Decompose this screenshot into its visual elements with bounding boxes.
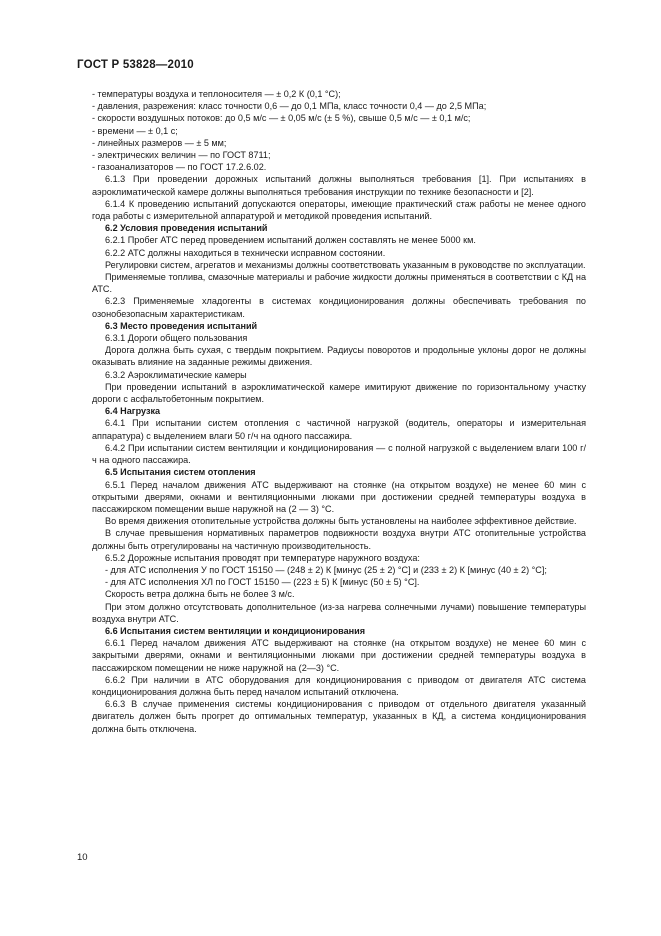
paragraph-6-5-2: 6.5.2 Дорожные испытания проводят при температуре наружного воздуха:	[105, 552, 420, 563]
paragraph-6-6-1: 6.6.1 Перед началом движения АТС выдерживают на стоянке (на открытом воздухе) не менее 60 мин с закрытыми дверями, окнами и вентиляционными люками при достижении средней температуры воздуха в пассажирском помещении не ниже наружной на (2—3) °С.	[92, 638, 586, 673]
section-heading-6-3: 6.3 Место проведения испытаний	[105, 320, 258, 331]
paragraph-6-5-1-regulation: В случае превышения нормативных параметров подвижности воздуха внутри АТС отопительные устройства должны быть отрегулированы на частичную производительность.	[92, 528, 586, 551]
paragraph-6-3-2-chamber: При проведении испытаний в аэроклиматической камере имитируют движение по горизонтальному участку дороги с асфальтобетонным покрытием.	[92, 381, 586, 405]
paragraph-6-2-2-fuels: Применяемые топлива, смазочные материалы и рабочие жидкости должны применяться в соответствии с КД на АТС.	[92, 272, 586, 295]
paragraph-6-3-1: 6.3.1 Дороги общего пользования	[105, 333, 248, 344]
paragraph-6-3-1-road: Дорога должна быть сухая, с твердым покрытием. Радиусы поворотов и продольные уклоны дорог не должны оказывать влияние на заданные режимы движения.	[92, 345, 586, 368]
paragraph-6-2-1: 6.2.1 Пробег АТС перед проведением испытаний должен составлять не менее 5000 км.	[105, 235, 476, 246]
paragraph-6-5-2-solar: При этом должно отсутствовать дополнительное (из-за нагрева солнечными лучами) повышение температуры воздуха внутри АТС.	[92, 601, 586, 624]
paragraph-6-3-2: 6.3.2 Аэроклиматические камеры	[105, 369, 247, 380]
section-heading-6-5: 6.5 Испытания систем отопления	[105, 467, 256, 478]
page-number: 10	[77, 852, 88, 863]
list-item: - линейных размеров — ± 5 мм;	[92, 137, 227, 148]
paragraph-6-4-1: 6.4.1 При испытании систем отопления с частичной нагрузкой (водитель, операторы и измерительная аппаратура) с выделением влаги 50 г/ч на одного пассажира.	[92, 418, 586, 441]
paragraph-6-2-2: 6.2.2 АТС должны находиться в технически исправном состоянии.	[105, 247, 386, 258]
paragraph-6-6-2: 6.6.2 При наличии в АТС оборудования для кондиционирования с приводом от двигателя АТС система кондиционирования должна быть перед началом испытаний отключена.	[92, 674, 586, 697]
paragraph-6-6-3: 6.6.3 В случае применения системы кондиционирования с приводом от отдельного двигателя указанный двигатель должен быть прогрет до оптимальных температур, указанных в КД, а система кондиционирования должна быть отключена.	[92, 699, 586, 734]
paragraph-6-5-2-wind: Скорость ветра должна быть не более 3 м/с.	[105, 589, 295, 600]
list-item: - электрических величин — по ГОСТ 8711;	[92, 150, 271, 161]
document-body	[92, 88, 586, 735]
list-item: - газоанализаторов — по ГОСТ 17.2.6.02.	[92, 162, 267, 173]
list-item: - давления, разрежения: класс точности 0,6 — до 0,1 МПа, класс точности 0,4 — до 2,5 МПа;	[92, 101, 487, 112]
paragraph-6-2-3: 6.2.3 Применяемые хладогенты в системах кондиционирования должны обеспечивать требования по озонобезопасным характеристикам.	[92, 296, 586, 319]
section-heading-6-4: 6.4 Нагрузка	[105, 406, 161, 417]
paragraph-6-1-3: 6.1.3 При проведении дорожных испытаний должны выполняться требования [1]. При испытаниях в аэроклиматической камере должны выполняться требования инструкции по технике безопасности и [2].	[92, 174, 586, 197]
section-heading-6-2: 6.2 Условия проведения испытаний	[105, 223, 268, 234]
paragraph-6-5-1-heating: Во время движения отопительные устройства должны быть установлены на наиболее эффективное действие.	[105, 516, 577, 527]
paragraph-6-1-4: 6.1.4 К проведению испытаний допускаются операторы, имеющие практический стаж работы не менее одного года работы с измерительной аппаратурой и методикой проведения испытаний.	[92, 198, 586, 222]
page-header: ГОСТ Р 53828—2010	[77, 59, 194, 71]
list-item: - температуры воздуха и теплоносителя — ± 0,2 К (0,1 °С);	[92, 89, 341, 99]
paragraph-6-2-2-adjustments: Регулировки систем, агрегатов и механизмы должны соответствовать указанным в руководстве по эксплуатации.	[105, 259, 586, 270]
paragraph-6-4-2: 6.4.2 При испытании систем вентиляции и кондиционирования — с полной нагрузкой с выделением влаги 100 г/ч на одного пассажира.	[92, 442, 586, 466]
paragraph-6-5-1: 6.5.1 Перед началом движения АТС выдерживают на стоянке (на открытом воздухе) не менее 60 мин с открытыми дверями, окнами и вентиляционными люками при достижении средней температуры воздуха в пассажирском помещении выше наружной на (2 — 3) °С.	[92, 479, 586, 514]
list-item: - времени — ± 0,1 с;	[92, 125, 178, 136]
list-item: - скорости воздушных потоков: до 0,5 м/с — ± 0,05 м/с (± 5 %), свыше 0,5 м/с — ± 0,1 м/с;	[92, 113, 471, 124]
paragraph-6-5-2-climate-u: - для АТС исполнения У по ГОСТ 15150 — (248 ± 2) К [минус (25 ± 2) °С] и (233 ± 2) К [минус (40 ± 2) °С];	[105, 564, 547, 575]
paragraph-6-5-2-climate-hl: - для АТС исполнения ХЛ по ГОСТ 15150 — (223 ± 5) К [минус (50 ± 5) °С].	[105, 577, 420, 588]
section-heading-6-6: 6.6 Испытания систем вентиляции и кондиционирования	[105, 625, 366, 636]
